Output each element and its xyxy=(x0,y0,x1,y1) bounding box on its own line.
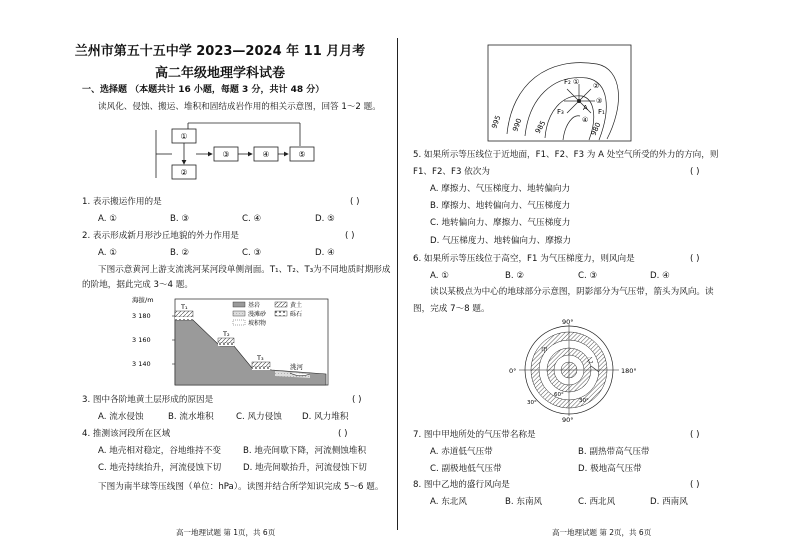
q4-option-c[interactable]: C. 地壳持续抬升，河流侵蚀下切 xyxy=(98,463,222,473)
q1-option-c[interactable]: C. ④ xyxy=(242,214,262,224)
q3-option-c[interactable]: C. 风力侵蚀 xyxy=(236,412,282,422)
polar-mark-yi: 乙 xyxy=(587,356,594,364)
flow-label-2: ② xyxy=(180,168,188,177)
exam-subtitle: 高二年级地理学科试卷 xyxy=(154,66,285,81)
page-footer-right: 高一地理试题 第 2页，共 6页 xyxy=(552,528,652,537)
q5-option-a[interactable]: A. 摩擦力、气压梯度力、地转偏向力 xyxy=(430,184,571,194)
question-6-answer-blank[interactable]: ( ) xyxy=(690,254,700,264)
isobar-map xyxy=(487,44,632,142)
q1-option-a[interactable]: A. ① xyxy=(98,214,117,224)
question-7-answer-blank[interactable]: ( ) xyxy=(690,430,700,440)
terrace-t3: T₃ xyxy=(257,354,264,362)
profile-ytick-3180: 3 180 xyxy=(132,312,151,320)
q3-option-b[interactable]: B. 流水堆积 xyxy=(168,412,214,422)
q5-option-c[interactable]: C. 地转偏向力、摩擦力、气压梯度力 xyxy=(430,218,571,228)
question-4: 4. 推测该河段所在区域 xyxy=(82,429,171,439)
isobar-980: 980 xyxy=(589,121,603,137)
flow-label-1: ① xyxy=(180,132,188,141)
question-3-answer-blank[interactable]: ( ) xyxy=(352,395,362,405)
question-1-answer-blank[interactable]: ( ) xyxy=(350,197,360,207)
q8-option-a[interactable]: A. 东北风 xyxy=(430,497,467,507)
force-f2: F₂ xyxy=(564,78,571,86)
question-8: 8. 图中乙地的盛行风向是 xyxy=(413,480,510,490)
q4-option-d[interactable]: D. 地壳间歇抬升，河流侵蚀下切 xyxy=(243,463,367,473)
legend-loess: 黄土 xyxy=(290,302,303,309)
legend-gravel: 砾石 xyxy=(290,311,303,318)
polar-deg-left: 0° xyxy=(509,367,517,375)
question-8-answer-blank[interactable]: ( ) xyxy=(690,480,700,490)
flow-label-3: ③ xyxy=(222,150,230,159)
flow-label-4: ④ xyxy=(262,150,270,159)
question-2: 2. 表示形成新月形沙丘地貌的外力作用是 xyxy=(82,231,240,241)
q6-option-c[interactable]: C. ③ xyxy=(578,271,598,281)
polar-deg-right: 180° xyxy=(621,367,637,375)
direction-2: ② xyxy=(593,82,600,90)
q2-option-a[interactable]: A. ① xyxy=(98,248,117,258)
force-f1: F₁ xyxy=(598,108,605,116)
polar-deg-bottom: 90° xyxy=(562,416,574,424)
terrace-t1: T₁ xyxy=(181,303,188,311)
question-1: 1. 表示搬运作用的是 xyxy=(82,197,162,207)
question-4-answer-blank[interactable]: ( ) xyxy=(338,429,348,439)
terrace-t2: T₂ xyxy=(223,330,230,338)
profile-ytick-3160: 3 160 xyxy=(132,336,151,344)
direction-4: ④ xyxy=(582,116,589,124)
river-label: 洮河 xyxy=(290,363,303,371)
q8-option-d[interactable]: D. 西南风 xyxy=(650,497,688,507)
polar-lat-60: 60° xyxy=(554,392,564,398)
polar-mark-jia: 甲 xyxy=(541,346,548,354)
question-3: 3. 图中各阶地黄土层形成的原因是 xyxy=(82,395,214,405)
intro-q3-4-line1: 下图示意黄河上游支流洮河某河段单侧剖面。T₁、T₂、T₃为不同地质时期形成 xyxy=(98,265,391,275)
q2-option-d[interactable]: D. ④ xyxy=(315,248,335,258)
question-7: 7. 图中甲地所处的气压带名称是 xyxy=(413,430,536,440)
isobar-995: 995 xyxy=(490,114,503,130)
polar-lat-30-left: 30° xyxy=(527,400,537,406)
q2-option-c[interactable]: C. ③ xyxy=(242,248,262,258)
intro-q3-4-line2: 的阶地，据此完成 3～4 题。 xyxy=(82,280,193,290)
exam-title: 兰州市第五十五中学 2023—2024 年 11 月月考 xyxy=(74,44,366,59)
section-heading: 一、选择题 （本题共计 16 小题，每题 3 分，共计 48 分） xyxy=(82,85,325,95)
profile-ytick-3140: 3 140 xyxy=(132,360,151,368)
direction-3: ③ xyxy=(596,97,603,105)
q6-option-d[interactable]: D. ④ xyxy=(650,271,670,281)
legend-colluvium: 坡积物 xyxy=(248,320,267,327)
q7-option-a[interactable]: A. 赤道低气压带 xyxy=(430,447,493,457)
isobar-985: 985 xyxy=(533,119,548,135)
question-5-line1: 5. 如果所示等压线位于近地面，F1、F2、F3 为 A 处空气所受的外力的方向，则 xyxy=(413,150,719,160)
isobar-990: 990 xyxy=(511,117,524,133)
force-f3: F₃ xyxy=(557,108,564,116)
column-divider xyxy=(397,38,398,530)
q7-option-c[interactable]: C. 副极地低气压带 xyxy=(430,464,502,474)
q5-option-b[interactable]: B. 摩擦力、地转偏向力、气压梯度力 xyxy=(430,201,571,211)
direction-1: ① xyxy=(573,78,580,86)
q6-option-a[interactable]: A. ① xyxy=(430,271,449,281)
intro-q7-8-line1: 读以某极点为中心的地球部分示意图，阴影部分为气压带，箭头为风向。读 xyxy=(430,287,714,297)
q7-option-b[interactable]: B. 副热带高气压带 xyxy=(578,447,650,457)
q6-option-b[interactable]: B. ② xyxy=(505,271,525,281)
q1-option-d[interactable]: D. ⑤ xyxy=(315,214,335,224)
q3-option-d[interactable]: D. 风力堆积 xyxy=(302,412,349,422)
q4-option-b[interactable]: B. 地壳间歇下降，河流侧蚀堆积 xyxy=(243,446,367,456)
intro-q7-8-line2: 图，完成 7～8 题。 xyxy=(413,304,490,314)
intro-q1-2: 读风化、侵蚀、搬运、堆积和固结成岩作用的相关示意图，回答 1～2 题。 xyxy=(98,102,381,112)
q1-option-b[interactable]: B. ③ xyxy=(170,214,190,224)
q8-option-b[interactable]: B. 东南风 xyxy=(505,497,543,507)
legend-bedrock: 基岩 xyxy=(248,302,261,309)
point-a: A xyxy=(583,104,588,112)
question-5-line2: F1、F2、F3 依次为 xyxy=(413,167,490,177)
profile-ylabel: 海拔/m xyxy=(132,296,154,304)
polar-pressure-belt-diagram xyxy=(505,316,645,424)
intro-q5-6: 下图为南半球等压线图（单位：hPa）。读图并结合所学知识完成 5～6 题。 xyxy=(98,482,384,492)
q8-option-c[interactable]: C. 西北风 xyxy=(578,497,616,507)
polar-lat-30-right: 30° xyxy=(579,398,589,404)
question-6: 6. 如果所示等压线位于高空，F1 为气压梯度力，则风向是 xyxy=(413,254,635,264)
q3-option-a[interactable]: A. 流水侵蚀 xyxy=(98,412,144,422)
q5-option-d[interactable]: D. 气压梯度力、地转偏向力、摩擦力 xyxy=(430,236,571,246)
polar-deg-top: 90° xyxy=(562,318,574,326)
q4-option-a[interactable]: A. 地壳相对稳定，谷地维持不变 xyxy=(98,446,221,456)
question-5-answer-blank[interactable]: ( ) xyxy=(690,167,700,177)
page-footer-left: 高一地理试题 第 1页，共 6页 xyxy=(176,528,276,537)
q7-option-d[interactable]: D. 极地高气压带 xyxy=(578,464,642,474)
river-terrace-profile xyxy=(130,294,330,389)
question-2-answer-blank[interactable]: ( ) xyxy=(345,231,355,241)
flow-label-5: ⑤ xyxy=(298,150,306,159)
q2-option-b[interactable]: B. ② xyxy=(170,248,190,258)
legend-floodplain-sand: 漫滩砂 xyxy=(248,311,267,318)
rock-cycle-flow-diagram xyxy=(150,118,330,190)
